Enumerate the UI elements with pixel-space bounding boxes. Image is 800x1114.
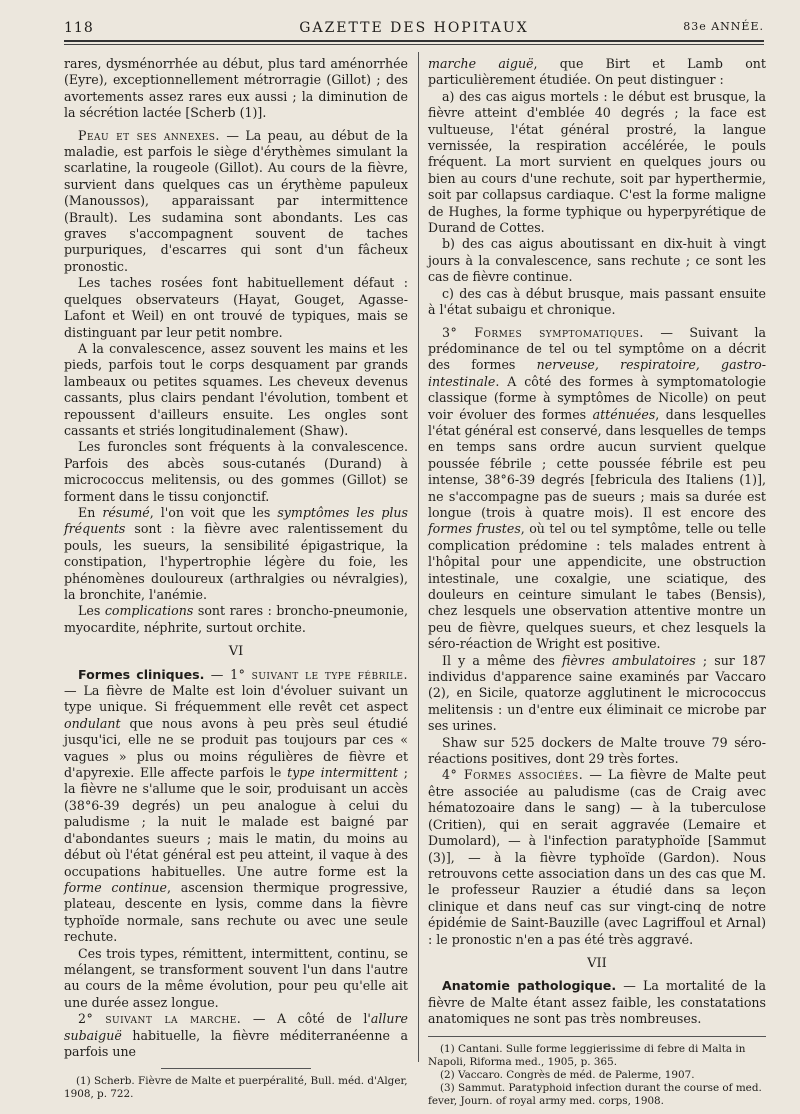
footnote: (3) Sammut. Paratyphoid infection durant the course of med. fever, Journ. of royal army med. corps, 1908. xyxy=(428,1081,762,1107)
page-header xyxy=(64,18,764,38)
footnote-rule xyxy=(428,1036,766,1037)
subsection-title: 2° suivant la marche. xyxy=(78,1011,242,1027)
paragraph: a) des cas aigus mortels : le début est brusque, la fièvre atteint d'emblée 40 degrés ; la face est vultueuse, l'état général prostré, la langue vernissée, la respiration accélérée, le pouls fréquent. La mort survient en quelques jours ou bien au cours d'une rechute, soit par hyperthermie, soit par collapsus cardiaque. C'est la forme maligne de Hughes, la forme typhique ou hyperpyrétique de Durand de Cottes. xyxy=(428,88,766,236)
header-rule-thin xyxy=(64,44,764,45)
paragraph: Peau et ses annexes. — La peau, au début de la maladie, est parfois le siège d'érythèmes simulant la scarlatine, la rougeole (Gillot). Au cours de la fièvre, survient dans quelques cas un érythème papuleux (Manoussos), apparaissant par intermittence (Brault). Les sudamina sont abondants. Les cas graves s'accompagnent souvent de taches purpuriques, d'escarres qui sont d'un fâcheux pronostic. xyxy=(64,127,408,274)
left-column xyxy=(64,56,408,1101)
section-number: VII xyxy=(587,955,607,971)
paragraph: Formes cliniques. — 1° suivant le type fébrile. — La fièvre de Malte est loin d'évoluer suivant un type unique. Si fréquemment elle revêt cet aspect ondulant que nous avons à peu près seul étudié jusqu'ici, elle ne se produit pas toujours par ces « vagues » plus ou moins régulières de fièvre et d'apyrexie. Elle affecte parfois le type intermittent ; la fièvre ne s'allume que le soir, produisant un accès (38°6-39 degrés) un peu analogue à celui du paludisme ; la nuit le malade est baigné par d'abondantes sueurs ; mais le matin, du moins au début où l'état général est peu atteint, il vaque à des occupations habituelles. Une autre forme est la forme continue, ascension thermique progressive, plateau, descente en lysis, comme dans la fièvre typhoïde normale, sans rechute ou avec une seule rechute. xyxy=(64,666,409,945)
right-column xyxy=(428,56,766,1108)
paragraph: Ces trois types, rémittent, intermittent, continu, se mélangent, se transforment souvent l'un dans l'autre au cours de la même évolution, pour peu qu'elle ait une durée assez longue. xyxy=(64,945,408,1010)
paragraph: Les complications sont rares : broncho-pneumonie, myocardite, néphrite, surtout orchite. xyxy=(64,603,408,635)
page-number: 118 xyxy=(64,20,94,36)
footnote: (2) Vaccaro. Congrès de méd. de Palerme, 1907. xyxy=(440,1068,695,1081)
footnote-rule xyxy=(161,1068,311,1069)
paragraph: Anatomie pathologique. — La mortalité de la fièvre de Malte étant assez faible, les constatations anatomiques ne sont pas très nombreuses. xyxy=(428,978,766,1027)
header-rule xyxy=(64,40,764,42)
paragraph: c) des cas à début brusque, mais passant ensuite à l'état subaigu et chronique. xyxy=(428,285,766,318)
paragraph: b) des cas aigus aboutissant en dix-huit à vingt jours à la convalescence, sans rechute ; ce sont les cas de fièvre continue. xyxy=(428,236,766,285)
paragraph: 4° Formes associées. — La fièvre de Malte peut être associée au paludisme (cas de Craig avec hématozoaire dans le sang) — à la tuberculose (Critien), qui en serait aggravée (Lemaire et Dumolard), — à l'infection paratyphoïde [Sammut (3)], — à la fièvre typhoïde (Gardon). Nous retrouvons cette association dans un des cas que M. le professeur Rauzier a étudié dans sa leçon clinique et dans neuf cas sur vingt-cinq de notre épidémie de Saint-Bauzille (avec Lagriffoul et Arnal) : le pronostic n'en a pas été très aggravé. xyxy=(428,767,766,947)
column-divider xyxy=(418,52,419,1062)
journal-year: 83e ANNÉE. xyxy=(683,20,764,33)
subsection-title: 3° Formes symptomatiques. xyxy=(442,324,644,340)
subsection-title: Peau et ses annexes. xyxy=(78,127,220,143)
paragraph: marche aiguë, que Birt et Lamb ont particulièrement étudiée. On peut distinguer : xyxy=(428,56,766,88)
section-title: Anatomie pathologique. xyxy=(442,978,617,994)
footnote: (1) Cantani. Sulle forme leggierissime di febre di Malta in Napoli, Riforma med., 1905, p. 365. xyxy=(428,1042,746,1068)
footnote: (1) Scherb. Fièvre de Malte et puerpéralité, Bull. méd. d'Alger, 1908, p. 722. xyxy=(64,1075,408,1101)
subsection-title: 4° Formes associées. xyxy=(442,767,584,783)
paragraph: rares, dysménorrhée au début, plus tard aménorrhée (Eyre), exceptionnellement métrorragie (Gillot) ; des avortements assez rares eux aussi ; la diminution de la sécrétion lactée [Scherb (1)]. xyxy=(64,56,408,121)
paragraph: Les furoncles sont fréquents à la convalescence. Parfois des abcès sous-cutanés (Durand) à micrococcus melitensis, ou des gommes (Gillot) se forment dans le tissu conjonctif. xyxy=(64,439,408,504)
paragraph: Les taches rosées font habituellement défaut : quelques observateurs (Hayat, Gouget, Agasse-Lafont et Weil) en ont trouvé de typiques, mais se distinguant par leur petit nombre. xyxy=(64,275,408,340)
paragraph: 2° suivant la marche. — A côté de l'allure subaiguë habituelle, la fièvre méditerranéenne a parfois une xyxy=(64,1011,409,1059)
paragraph: En résumé, l'on voit que les symptômes les plus fréquents sont : la fièvre avec ralentissement du pouls, les sueurs, la sensibilité épigastrique, la constipation, l'hypertrophie légère du foie, les phénomènes douloureux (arthralgies ou névralgies), la bronchite, l'anémie. xyxy=(64,504,409,602)
section-title: Formes cliniques. xyxy=(78,666,205,682)
paragraph: 3° Formes symptomatiques. — Suivant la prédominance de tel ou tel symptôme on a décrit des formes nerveuse, respiratoire, gastro-intestinale. A côté des formes à symptomatologie classique (forme à symptômes de Nicolle) on peut voir évoluer des formes atténuées, dans lesquelles l'état général est conservé, dans lesquelles de temps en temps sans ordre aucun survient quelque poussée fébrile ; cette poussée fébrile est peu intense, 38°6-39 degrés [febricula des Italiens (1)], ne s'accompagne pas de sueurs ; mais sa durée est longue (trois à quatre mois). Il est encore des formes frustes, où tel ou tel symptôme, telle ou telle complication prédomine : tels malades entrent à l'hôpital pour une appendicite, une obstruction intestinale, une coxalgie, une sciatique, des douleurs en ceinture simulant le tabes (Bensis), chez lesquels une observation attentive montre un peu de fièvre, quelques sueurs, et chez lesquels la séro-réaction de Wright est positive. xyxy=(428,324,767,652)
journal-title: GAZETTE DES HOPITAUX xyxy=(299,20,529,36)
section-number: VI xyxy=(228,644,244,660)
paragraph: Shaw sur 525 dockers de Malte trouve 79 séro-réactions positives, dont 29 très fortes. xyxy=(428,734,766,767)
paragraph: A la convalescence, assez souvent les mains et les pieds, parfois tout le corps desquament par grands lambeaux ou petites squames. Les cheveux devenus cassants, plus clairs pendant l'évolution, tombent et repoussent d'ailleurs ensuite. Les ongles sont cassants et striés longitudinalement (Shaw). xyxy=(64,340,408,438)
paragraph: Il y a même des fièvres ambulatoires ; sur 187 individus d'apparence saine examinés par Vaccaro (2), en Sicile, quatorze agglutinent le micrococcus melitensis : un d'entre eux éliminait ce microbe par ses urines. xyxy=(428,652,766,734)
